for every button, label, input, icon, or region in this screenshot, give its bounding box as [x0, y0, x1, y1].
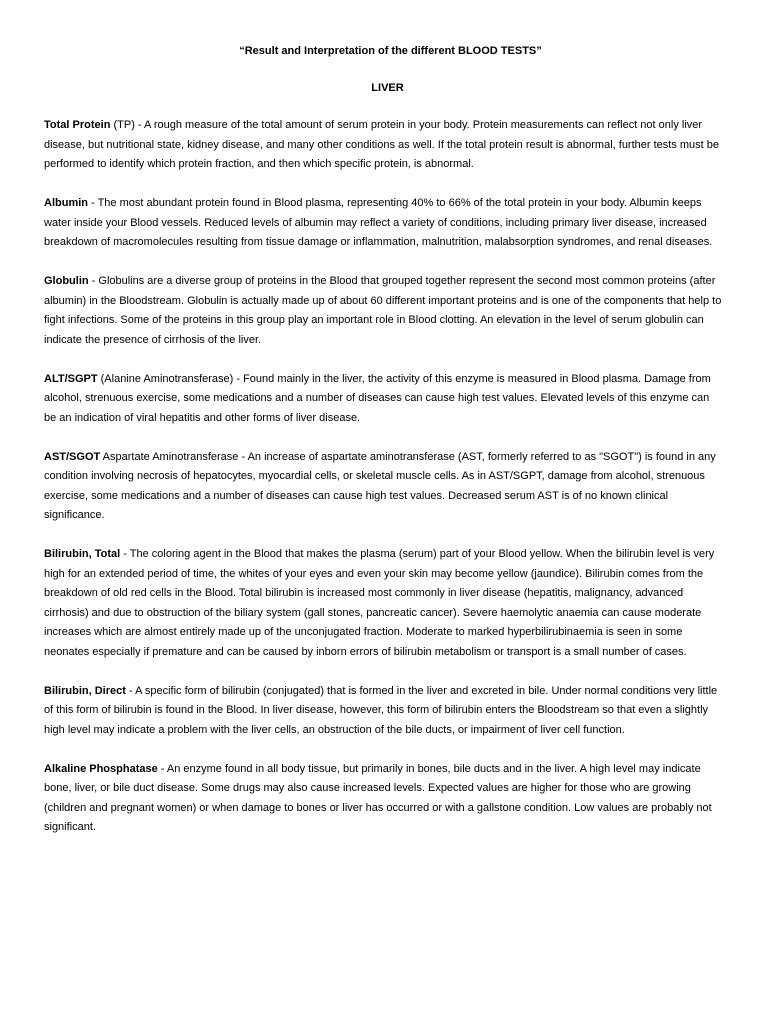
entry-term: Bilirubin, Total	[44, 548, 121, 560]
entry-text: - An enzyme found in all body tissue, but primarily in bones, bile ducts and in the liver. A high level may indicate bone, liver, or bile duct disease. Some drugs may also cause increased levels. Expected values are higher for those who are growing (children and pregnant women) or when damage to bones or liver has occurred or with a gallstone condition. Low values are probably not significant.	[44, 762, 712, 833]
entry-ast-sgot	[44, 448, 723, 526]
entry-text: - A specific form of bilirubin (conjugated) that is formed in the liver and excreted in bile. Under normal conditions very little of this form of bilirubin is found in the Blood. In liver disease, however, this form of bilirubin enters the Bloodstream so that even a slightly high level may indicate a problem with the liver cells, an obstruction of the bile ducts, or impairment of liver cell function.	[44, 684, 718, 736]
entry-alt-sgpt	[44, 370, 723, 429]
entry-term: ALT/SGPT	[44, 372, 98, 385]
entry-term: Bilirubin, Direct	[44, 684, 126, 697]
entry-text: - The coloring agent in the Blood that makes the plasma (serum) part of your Blood yellow. When the bilirubin level is very high for an extended period of time, the whites of your eyes and even your skin may become yellow (jaundice). Bilirubin comes from the breakdown of old red cells in the Blood. Total bilirubin is increased most commonly in liver disease (hepatitis, malignancy, advanced cirrhosis) and due to obstruction of the biliary system (gall stones, pancreatic cancer). Severe haemolytic anaemia can cause moderate increases which are almost entirely made up of the unconjugated fraction. Moderate to marked hyperbilirubinaemia is seen in some neonates especially if premature and can be caused by inborn errors of bilirubin metabolism or transport is a small number of cases.	[44, 548, 715, 658]
entry-globulin	[44, 272, 723, 350]
entry-albumin	[44, 194, 723, 253]
entry-term: Total Protein	[44, 119, 111, 131]
section-title-liver: LIVER	[371, 81, 404, 94]
entry-alkaline-phosphatase	[44, 760, 723, 838]
entry-term: AST/SGOT	[44, 450, 101, 463]
entry-bilirubin-direct	[44, 682, 723, 741]
entry-term: Alkaline Phosphatase	[44, 762, 158, 775]
entry-bilirubin-total	[44, 545, 723, 662]
entry-term: Albumin	[44, 197, 88, 209]
entry-total-protein	[44, 116, 723, 175]
document-page	[44, 42, 723, 857]
entry-text: (TP) - A rough measure of the total amount of serum protein in your body. Protein measurements can reflect not only liver disease, but nutritional state, kidney disease, and many other conditions as well. If the total protein result is abnormal, further tests must be performed to identify which protein fraction, and then which specific protein, is abnormal.	[44, 119, 720, 170]
entry-text: - Globulins are a diverse group of proteins in the Blood that grouped together represent the second most common proteins (after albumin) in the Bloodstream. Globulin is actually made up of about 60 different important proteins and is one of the components that help to fight infections. Some of the proteins in this group play an important role in Blood clotting. An elevation in the level of serum globulin can indicate the presence of cirrhosis of the liver.	[44, 275, 722, 346]
entry-text: (Alanine Aminotransferase) - Found mainly in the liver, the activity of this enzyme is measured in Blood plasma. Damage from alcohol, strenuous exercise, some medications and a number of diseases can cause high test values. Elevated levels of this enzyme can be an indication of viral hepatitis and other forms of liver disease.	[44, 372, 711, 424]
entry-text: Aspartate Aminotransferase - An increase of aspartate aminotransferase (AST, formerly referred to as "SGOT") is found in any condition involving necrosis of hepatocytes, myocardial cells, or skeletal muscle cells. As in AST/SGPT, damage from alcohol, strenuous exercise, some medications and a number of diseases can cause high test values. Decreased serum AST is of no known clinical significance.	[44, 450, 716, 521]
entry-term: Globulin	[44, 275, 89, 287]
entry-text: - The most abundant protein found in Blood plasma, representing 40% to 66% of the total protein in your body. Albumin keeps water inside your Blood vessels. Reduced levels of albumin may reflect a variety of conditions, including primary liver disease, increased breakdown of macromolecules resulting from tissue damage or inflammation, malnutrition, malabsorption syndromes, and renal diseases.	[44, 197, 713, 248]
entries-list	[44, 116, 723, 838]
document-title: “Result and Interpretation of the different BLOOD TESTS”	[239, 45, 542, 57]
